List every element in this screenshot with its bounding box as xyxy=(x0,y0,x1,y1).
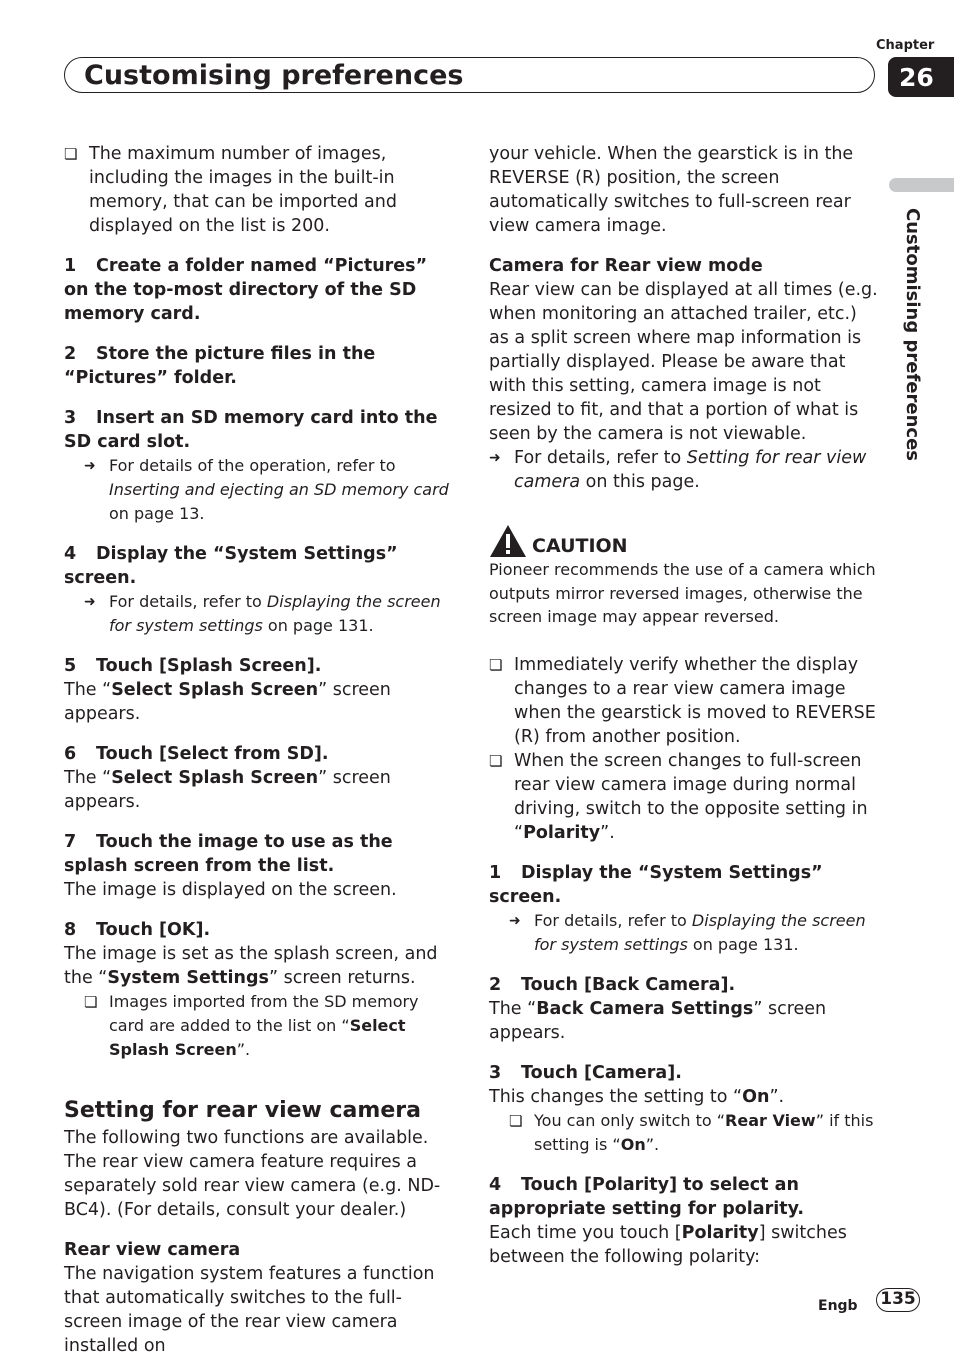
right-step-1: 1 Display the “System Settings” screen. xyxy=(489,862,823,907)
camera-mode-heading: Camera for Rear view mode xyxy=(489,256,763,276)
step-8-note: ❏ Images imported from the SD memory card are added to the list on “Select Splash Screen”. xyxy=(84,990,454,1062)
camera-mode-reference: ➜ For details, refer to Setting for rear view camera on this page. xyxy=(489,446,879,494)
step-5: 5 Touch [Splash Screen]. xyxy=(64,656,322,676)
right-step-2: 2 Touch [Back Camera]. xyxy=(489,974,736,995)
step-7-body: The image is displayed on the screen. xyxy=(64,880,397,900)
right-step-3: 3 Touch [Camera]. xyxy=(489,1062,682,1083)
right-step-3-note: ❏ You can only switch to “Rear View” if this setting is “On”. xyxy=(509,1109,879,1157)
rear-view-camera-continued: your vehicle. When the gearstick is in the REVERSE (R) position, the screen automatically switches to full-screen rear view camera image. xyxy=(489,144,854,236)
reference-link[interactable]: Displaying the screen for system settings xyxy=(109,592,441,635)
side-section-label: Customising preferences xyxy=(902,208,923,461)
step-8: 8 Touch [OK]. xyxy=(64,920,211,940)
reference-link[interactable]: Displaying the screen for system settings xyxy=(534,910,866,954)
step-8-body: The image is set as the splash screen, and the “System Settings” screen returns. xyxy=(64,944,438,988)
caution-body: Pioneer recommends the use of a camera which outputs mirror reversed images, otherwise the screen image may appear reversed. xyxy=(489,560,876,626)
left-column xyxy=(64,142,454,1358)
caution-heading: CAUTION xyxy=(489,524,879,558)
side-tab-bar xyxy=(889,178,954,192)
right-step-4: 4 Touch [Polarity] to select an appropriate setting for polarity. xyxy=(489,1174,805,1219)
step-4-reference: ➜ For details, refer to Displaying the screen for system settings on page 131. xyxy=(64,590,454,638)
rear-view-camera-heading: Rear view camera xyxy=(64,1240,241,1260)
right-step-1-reference: ➜ For details, refer to Displaying the screen for system settings on page 131. xyxy=(489,909,879,957)
step-4: 4 Display the “System Settings” screen. xyxy=(64,544,398,588)
rear-view-camera-body: The navigation system features a function that automatically switches to the full-screen image of the rear view camera installed on xyxy=(64,1264,435,1356)
reference-link[interactable]: Inserting and ejecting an SD memory card xyxy=(109,480,449,499)
right-step-2-body: The “Back Camera Settings” screen appears. xyxy=(489,998,827,1043)
right-step-4-body: Each time you touch [Polarity] switches between the following polarity: xyxy=(489,1222,847,1267)
section-title: Setting for rear view camera xyxy=(64,1098,421,1123)
warning-icon xyxy=(489,524,527,558)
page-number: 135 xyxy=(876,1288,920,1312)
step-5-body: The “Select Splash Screen” screen appears. xyxy=(64,680,391,724)
right-column xyxy=(489,142,879,1269)
section-body: The following two functions are available. The rear view camera feature requires a separately sold rear view camera (e.g. ND-BC4). (For details, consult your dealer.) xyxy=(64,1128,441,1220)
note-verify-display: ❏ Immediately verify whether the display changes to a rear view camera image when the gearstick is moved to REVERSE (R) from another position. xyxy=(489,653,879,749)
step-6-body: The “Select Splash Screen” screen appears. xyxy=(64,768,391,812)
chapter-number: 26 xyxy=(888,57,954,97)
camera-mode-body: Rear view can be displayed at all times (e.g. when monitoring an attached trailer, etc.) as a split screen where map information is partially displayed. Please be aware that with this setting, camera image is not resized to fit, and that a portion of what is seen by the camera is not viewable. xyxy=(489,280,878,444)
page-title: Customising preferences xyxy=(84,60,464,91)
note-switch-polarity: ❏ When the screen changes to full-screen rear view camera image during normal driving, switch to the opposite setting in “Polarity”. xyxy=(489,749,879,845)
note-max-images: ❏ The maximum number of images, including the images in the built-in memory, that can be imported and displayed on the list is 200. xyxy=(64,142,454,238)
chapter-label: Chapter xyxy=(876,38,935,53)
right-step-3-body: This changes the setting to “On”. xyxy=(489,1086,785,1107)
step-6: 6 Touch [Select from SD]. xyxy=(64,744,329,764)
reference-link[interactable]: Setting for rear view camera xyxy=(514,448,867,492)
step-1: 1 Create a folder named “Pictures” on the top-most directory of the SD memory card. xyxy=(64,256,428,324)
step-7: 7 Touch the image to use as the splash screen from the list. xyxy=(64,832,393,876)
language-label: Engb xyxy=(818,1298,858,1314)
step-3-reference: ➜ For details of the operation, refer to Inserting and ejecting an SD memory card on page 13. xyxy=(64,454,454,526)
step-2: 2 Store the picture files in the “Pictures” folder. xyxy=(64,344,376,388)
step-3: 3 Insert an SD memory card into the SD card slot. xyxy=(64,408,438,452)
